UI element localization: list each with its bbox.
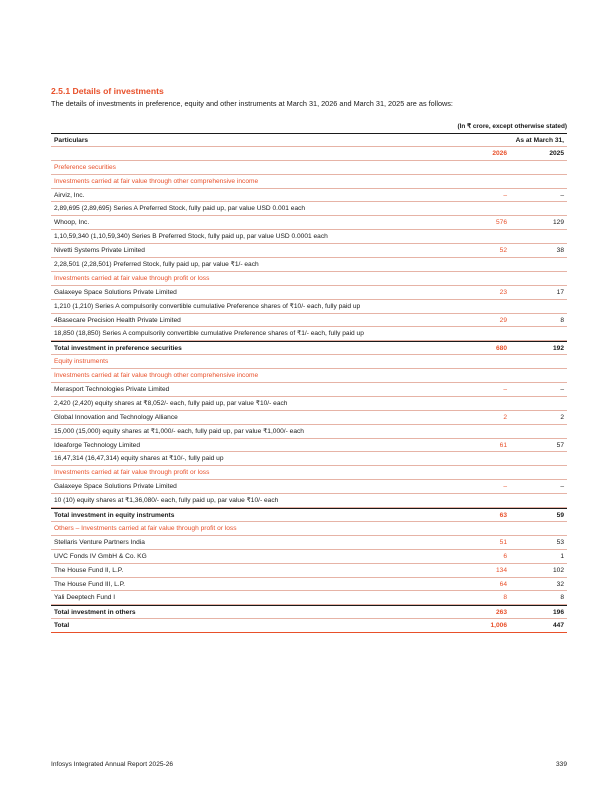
header-year-2025: 2025 bbox=[549, 149, 564, 157]
category-row bbox=[51, 272, 567, 286]
header-particulars: Particulars bbox=[54, 137, 89, 144]
table-row bbox=[51, 411, 567, 425]
row-label: Whoop, Inc. bbox=[54, 219, 90, 227]
page-number: 339 bbox=[555, 761, 567, 768]
table-row bbox=[51, 258, 567, 272]
row-label: Total investment in equity instruments bbox=[54, 512, 175, 520]
table-row bbox=[51, 300, 567, 314]
row-label: Investments carried at fair value through other comprehensive income bbox=[54, 177, 259, 185]
unit-note: (In ₹ crore, except otherwise stated) bbox=[457, 123, 567, 130]
table-row bbox=[51, 591, 567, 605]
footer-report-title: Infosys Integrated Annual Report 2025-26 bbox=[51, 761, 174, 768]
row-label: 2,89,695 (2,89,695) Series A Preferred Stock, fully paid up, par value USD 0.001 each bbox=[54, 205, 306, 213]
value-2025: 129 bbox=[552, 219, 564, 227]
value-2026: 134 bbox=[495, 566, 507, 574]
value-2026: – bbox=[503, 386, 507, 394]
table-header-row bbox=[51, 133, 567, 147]
row-label: 2,420 (2,420) equity shares at ₹8,052/- each, fully paid up, par value ₹10/- each bbox=[54, 399, 288, 407]
row-label: Galaxeye Space Solutions Private Limited bbox=[54, 288, 177, 296]
value-2026: 263 bbox=[495, 609, 507, 617]
row-label: Investments carried at fair value through profit or loss bbox=[54, 274, 210, 282]
value-2025: 8 bbox=[560, 316, 564, 324]
table-row bbox=[51, 327, 567, 341]
value-2025: 17 bbox=[556, 288, 564, 296]
value-2026: 680 bbox=[495, 345, 507, 353]
value-2025: – bbox=[560, 191, 564, 199]
row-label: Airviz, Inc. bbox=[54, 191, 85, 199]
value-2026: 64 bbox=[499, 580, 507, 588]
row-label: 2,28,501 (2,28,501) Preferred Stock, fully paid up, par value ₹1/- each bbox=[54, 261, 259, 269]
table-row bbox=[51, 578, 567, 592]
value-2025: – bbox=[560, 483, 564, 491]
value-2026: 51 bbox=[499, 538, 507, 546]
header-as-at: As at March 31, bbox=[515, 137, 564, 144]
value-2025: 32 bbox=[556, 580, 564, 588]
total-row bbox=[51, 508, 567, 522]
header-year-2026: 2026 bbox=[492, 149, 507, 157]
row-label: Yali Deeptech Fund I bbox=[54, 594, 116, 602]
table-row bbox=[51, 439, 567, 453]
value-2025: 102 bbox=[552, 566, 564, 574]
table-row bbox=[51, 564, 567, 578]
category-row bbox=[51, 369, 567, 383]
total-row bbox=[51, 341, 567, 355]
row-label: 18,850 (18,850) Series A compulsorily convertible cumulative Preference shares of ₹1/- each, fully paid up bbox=[54, 330, 364, 338]
value-2026: 8 bbox=[503, 594, 507, 602]
value-2025: 57 bbox=[556, 441, 564, 449]
table-row bbox=[51, 480, 567, 494]
value-2026: 63 bbox=[499, 512, 507, 520]
row-label: Galaxeye Space Solutions Private Limited bbox=[54, 483, 177, 491]
value-2025: 2 bbox=[560, 413, 564, 421]
row-label: 4Basecare Precision Health Private Limited bbox=[54, 316, 181, 324]
row-label: 10 (10) equity shares at ₹1,36,080/- each, fully paid up, par value ₹10/- each bbox=[54, 497, 279, 505]
value-2025: 8 bbox=[560, 594, 564, 602]
table-row bbox=[51, 202, 567, 216]
table-row bbox=[51, 216, 567, 230]
value-2026: 52 bbox=[499, 247, 507, 255]
value-2025: 196 bbox=[552, 609, 564, 617]
total-row bbox=[51, 605, 567, 619]
value-2026: 61 bbox=[499, 441, 507, 449]
category-row bbox=[51, 355, 567, 369]
section-title: 2.5.1 Details of investments bbox=[51, 86, 164, 96]
row-label: The House Fund III, L.P. bbox=[54, 580, 125, 588]
category-row bbox=[51, 161, 567, 175]
row-label: Others – Investments carried at fair value through profit or loss bbox=[54, 524, 237, 532]
row-label: Nivetti Systems Private Limited bbox=[54, 247, 145, 255]
table-years-row bbox=[51, 147, 567, 161]
value-2026: 1,006 bbox=[490, 622, 507, 630]
category-row bbox=[51, 522, 567, 536]
table-row bbox=[51, 425, 567, 439]
row-label: Preference securities bbox=[54, 163, 116, 171]
table-row bbox=[51, 494, 567, 508]
value-2026: 23 bbox=[499, 288, 507, 296]
row-label: 1,10,59,340 (1,10,59,340) Series B Preferred Stock, fully paid up, par value USD 0.0001 each bbox=[54, 233, 328, 241]
value-2025: 447 bbox=[552, 622, 564, 630]
value-2025: 192 bbox=[552, 345, 564, 353]
investments-table bbox=[51, 133, 567, 633]
category-row bbox=[51, 175, 567, 189]
value-2025: 59 bbox=[556, 512, 564, 520]
row-label: Total investment in others bbox=[54, 609, 136, 617]
table-row bbox=[51, 314, 567, 328]
value-2026: 576 bbox=[495, 219, 507, 227]
row-label: Ideaforge Technology Limited bbox=[54, 441, 141, 449]
table-row bbox=[51, 230, 567, 244]
total-row bbox=[51, 619, 567, 633]
row-label: Investments carried at fair value through profit or loss bbox=[54, 469, 210, 477]
row-label: Merasport Technologies Private Limited bbox=[54, 386, 170, 394]
table-row bbox=[51, 286, 567, 300]
row-label: The House Fund II, L.P. bbox=[54, 566, 124, 574]
row-label: Investments carried at fair value through other comprehensive income bbox=[54, 372, 259, 380]
table-body bbox=[51, 161, 567, 633]
table-row bbox=[51, 550, 567, 564]
row-label: Global Innovation and Technology Alliance bbox=[54, 413, 178, 421]
row-label: Total bbox=[54, 622, 70, 630]
row-label: 16,47,314 (16,47,314) equity shares at ₹10/-, fully paid up bbox=[54, 455, 224, 463]
row-label: 15,000 (15,000) equity shares at ₹1,000/- each, fully paid up, par value ₹1,000/- each bbox=[54, 427, 304, 435]
value-2026: – bbox=[503, 483, 507, 491]
value-2026: 6 bbox=[503, 552, 507, 560]
value-2025: 1 bbox=[560, 552, 564, 560]
table-row bbox=[51, 244, 567, 258]
table-row bbox=[51, 397, 567, 411]
table-row bbox=[51, 189, 567, 203]
row-label: Equity instruments bbox=[54, 358, 109, 366]
value-2026: – bbox=[503, 191, 507, 199]
value-2025: 53 bbox=[556, 538, 564, 546]
row-label: Total investment in preference securities bbox=[54, 345, 182, 353]
table-row bbox=[51, 536, 567, 550]
value-2026: 29 bbox=[499, 316, 507, 324]
table-row bbox=[51, 383, 567, 397]
value-2025: – bbox=[560, 386, 564, 394]
row-label: Stellaris Venture Partners India bbox=[54, 538, 145, 546]
row-label: 1,210 (1,210) Series A compulsorily convertible cumulative Preference shares of ₹10/- each, fully paid up bbox=[54, 302, 361, 310]
intro-text: The details of investments in preference, equity and other instruments at March 31, 2026 and March 31, 2025 are as follows: bbox=[51, 99, 453, 108]
category-row bbox=[51, 466, 567, 480]
table-row bbox=[51, 452, 567, 466]
value-2026: 2 bbox=[503, 413, 507, 421]
value-2025: 38 bbox=[556, 247, 564, 255]
row-label: UVC Fonds IV GmbH & Co. KG bbox=[54, 552, 147, 560]
